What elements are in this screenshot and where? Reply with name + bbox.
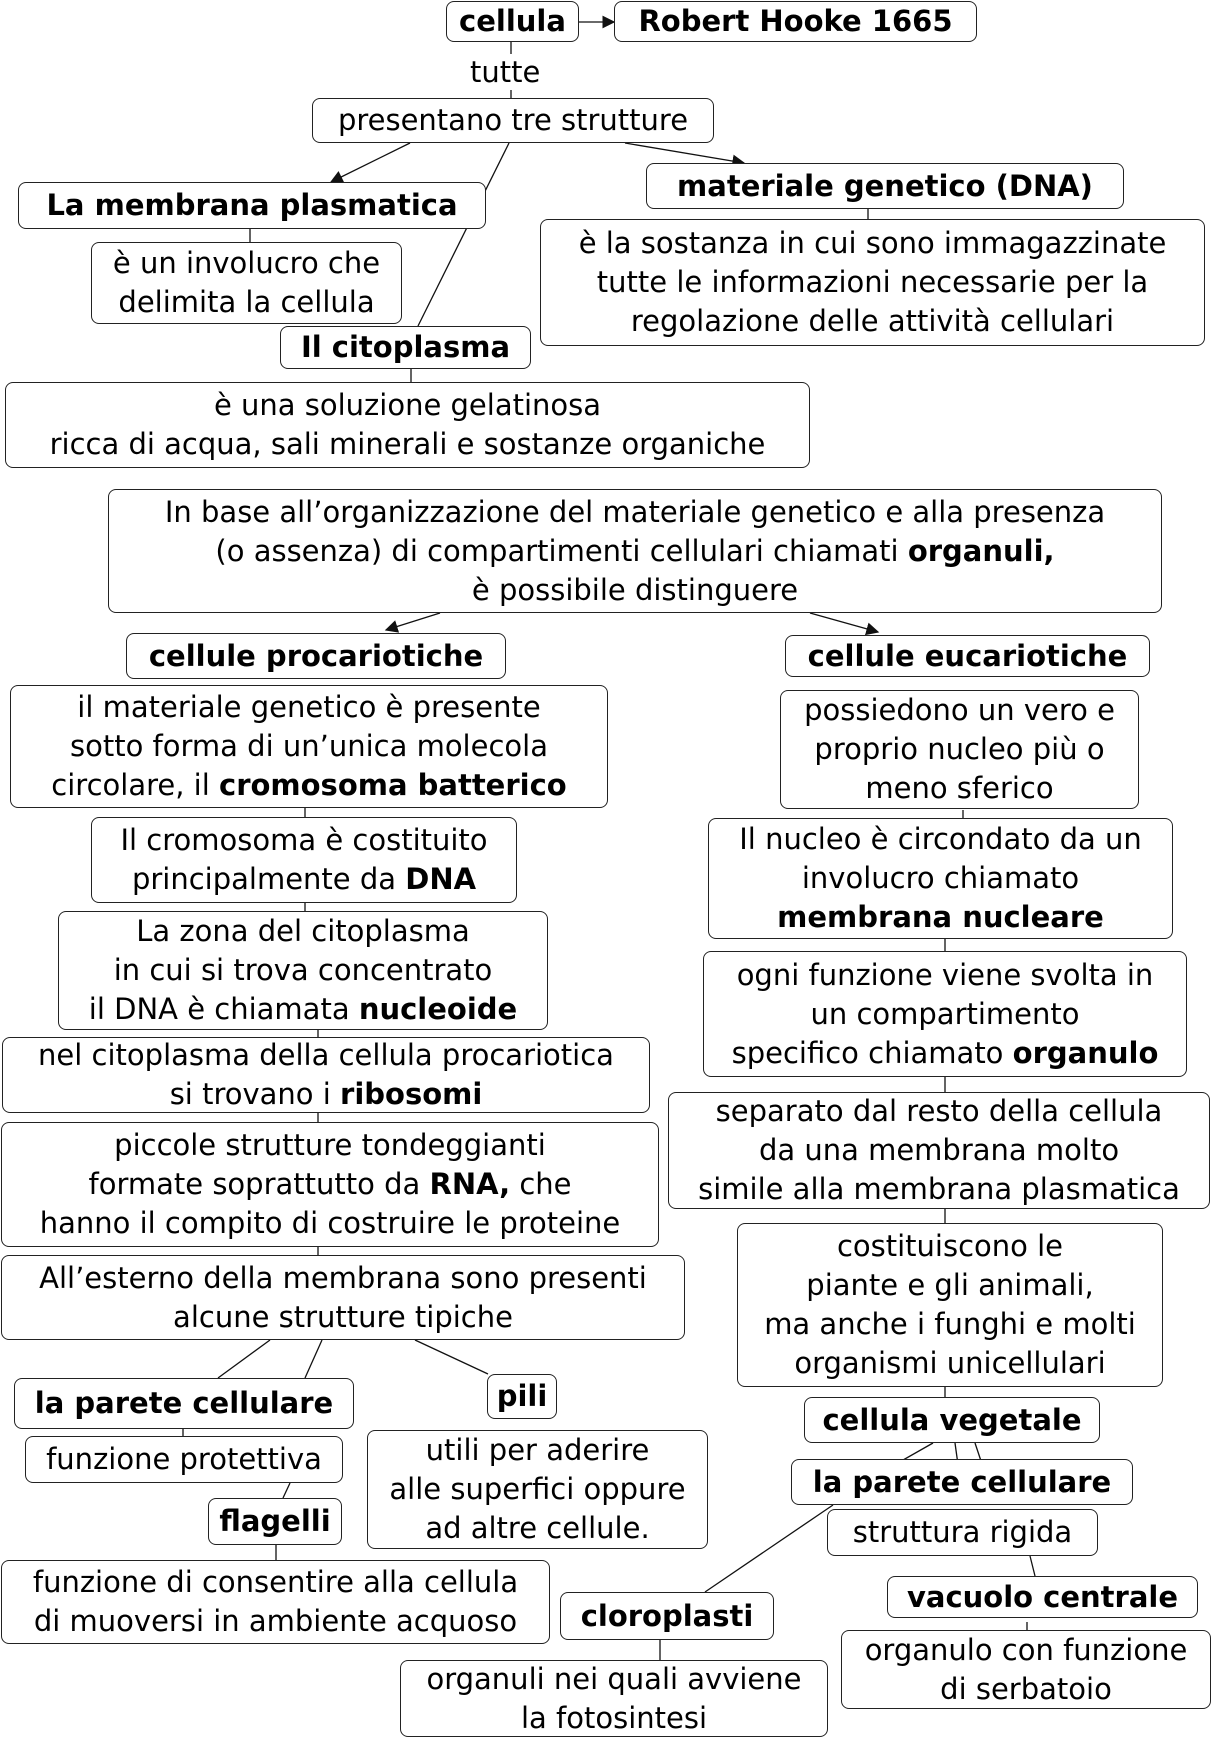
procariotiche-node[interactable]: cellule procariotiche xyxy=(126,633,506,679)
procarioti-n3-node[interactable]: La zona del citoplasma in cui si trova concentrato il DNA è chiamata nucleoide xyxy=(58,911,548,1030)
citoplasma-node[interactable]: Il citoplasma xyxy=(280,326,531,369)
three-structures-node[interactable]: presentano tre strutture xyxy=(312,98,714,143)
dna-desc-node[interactable]: è la sostanza in cui sono immagazzinate tutte le informazioni necessarie per la regolazione delle attività cellulari xyxy=(540,219,1205,346)
pili-desc-node[interactable]: utili per aderire alle superfici oppure ad altre cellule. xyxy=(367,1430,708,1549)
eucarioti-n5-node[interactable]: costituiscono le piante e gli animali, ma anche i funghi e molti organismi unicellulari xyxy=(737,1223,1163,1387)
parete-procarioti-node[interactable]: la parete cellulare xyxy=(14,1378,354,1429)
procarioti-n6-node[interactable]: All’esterno della membrana sono presenti alcune strutture tipiche xyxy=(1,1255,685,1340)
cellula-vegetale-node[interactable]: cellula vegetale xyxy=(804,1397,1100,1443)
eucariotiche-node[interactable]: cellule eucariotiche xyxy=(785,635,1150,677)
parete-procarioti-desc-node[interactable]: funzione protettiva xyxy=(25,1436,343,1483)
procarioti-n2-node[interactable]: Il cromosoma è costituito principalmente da DNA xyxy=(91,817,517,903)
vacuolo-desc-node[interactable]: organulo con funzione di serbatoio xyxy=(841,1630,1211,1709)
procarioti-n5-node[interactable]: piccole strutture tondeggianti formate soprattutto da RNA, che hanno il compito di costruire le proteine xyxy=(1,1122,659,1247)
intro-node[interactable]: In base all’organizzazione del materiale genetico e alla presenza (o assenza) di compartimenti cellulari chiamati organuli, è possibile distinguere xyxy=(108,489,1162,613)
eucarioti-n3-node[interactable]: ogni funzione viene svolta in un compartimento specifico chiamato organulo xyxy=(703,951,1187,1077)
flagelli-node[interactable]: flagelli xyxy=(208,1498,342,1545)
flagelli-desc-node[interactable]: funzione di consentire alla cellula di muoversi in ambiente acquoso xyxy=(1,1560,550,1644)
citoplasma-desc-node[interactable]: è una soluzione gelatinosa ricca di acqua, sali minerali e sostanze organiche xyxy=(5,382,810,468)
eucarioti-n2-node[interactable]: Il nucleo è circondato da un involucro chiamato membrana nucleare xyxy=(708,818,1173,939)
parete-vegetale-desc-node[interactable]: struttura rigida xyxy=(827,1509,1098,1556)
dna-node[interactable]: materiale genetico (DNA) xyxy=(646,163,1124,209)
pili-node[interactable]: pili xyxy=(487,1374,557,1419)
eucarioti-n1-node[interactable]: possiedono un vero e proprio nucleo più o meno sferico xyxy=(780,690,1139,809)
edge-label-tutte: tutte xyxy=(470,55,541,89)
membrana-desc-node[interactable]: è un involucro che delimita la cellula xyxy=(91,242,402,324)
parete-vegetale-node[interactable]: la parete cellulare xyxy=(791,1459,1133,1505)
cloroplasti-desc-node[interactable]: organuli nei quali avviene la fotosintesi xyxy=(400,1660,828,1737)
cloroplasti-node[interactable]: cloroplasti xyxy=(560,1592,774,1640)
vacuolo-node[interactable]: vacuolo centrale xyxy=(887,1576,1198,1618)
membrana-plasmatica-node[interactable]: La membrana plasmatica xyxy=(18,182,486,229)
eucarioti-n4-node[interactable]: separato dal resto della cellula da una membrana molto simile alla membrana plasmatica xyxy=(668,1092,1210,1209)
robert-hooke-node[interactable]: Robert Hooke 1665 xyxy=(614,1,977,42)
procarioti-n4-node[interactable]: nel citoplasma della cellula procariotica si trovano i ribosomi xyxy=(2,1037,650,1113)
procarioti-n1-node[interactable]: il materiale genetico è presente sotto forma di un’unica molecola circolare, il cromosoma batterico xyxy=(10,685,608,808)
cellula-node[interactable]: cellula xyxy=(446,1,579,42)
